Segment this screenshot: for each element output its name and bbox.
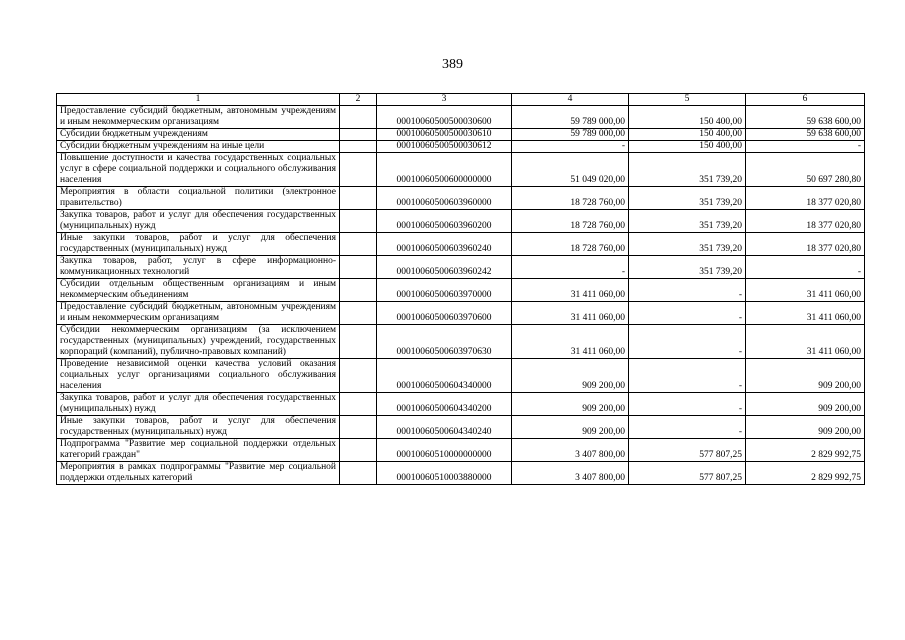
row-col2 [340, 359, 377, 393]
row-amount-result: 50 697 280,80 [746, 153, 865, 187]
row-amount-change: 150 400,00 [629, 141, 746, 153]
row-code: 00010060500604340240 [377, 416, 512, 439]
row-amount-result: 18 377 020,80 [746, 233, 865, 256]
row-amount-plan: 18 728 760,00 [512, 233, 629, 256]
row-amount-plan: 59 789 000,00 [512, 106, 629, 129]
row-amount-plan: 31 411 060,00 [512, 325, 629, 359]
row-amount-change: - [629, 416, 746, 439]
row-amount-plan: 31 411 060,00 [512, 302, 629, 325]
row-amount-change: 150 400,00 [629, 129, 746, 141]
row-col2 [340, 233, 377, 256]
row-name: Повышение доступности и качества государственных социальных услуг в сфере социальной поддержки и социального обслуживания населения [57, 153, 340, 187]
row-code: 00010060500500030610 [377, 129, 512, 141]
row-amount-plan: 18 728 760,00 [512, 210, 629, 233]
row-amount-change: 577 807,25 [629, 439, 746, 462]
row-code: 00010060500603970000 [377, 279, 512, 302]
row-amount-result: 909 200,00 [746, 393, 865, 416]
row-amount-change: 351 739,20 [629, 256, 746, 279]
header-cell-5: 5 [629, 94, 746, 106]
row-amount-result: 18 377 020,80 [746, 210, 865, 233]
row-amount-change: - [629, 393, 746, 416]
table-row [57, 439, 865, 462]
table-row [57, 359, 865, 393]
row-code: 00010060500603970600 [377, 302, 512, 325]
row-code: 00010060500500030612 [377, 141, 512, 153]
header-cell-1: 1 [57, 94, 340, 106]
row-amount-plan: 909 200,00 [512, 359, 629, 393]
row-amount-plan: 909 200,00 [512, 416, 629, 439]
row-name: Субсидии отдельным общественным организациям и иным некоммерческим объединениям [57, 279, 340, 302]
row-name: Закупка товаров, работ, услуг в сфере информационно-коммуникационных технологий [57, 256, 340, 279]
row-amount-result: 59 638 600,00 [746, 106, 865, 129]
row-col2 [340, 279, 377, 302]
header-cell-3: 3 [377, 94, 512, 106]
row-code: 00010060500600000000 [377, 153, 512, 187]
row-amount-plan: 3 407 800,00 [512, 462, 629, 485]
row-col2 [340, 439, 377, 462]
row-amount-change: - [629, 359, 746, 393]
row-amount-change: 351 739,20 [629, 210, 746, 233]
row-name: Субсидии некоммерческим организациям (за исключением государственных (муниципальных) учреждений, государственных корпораций (компаний), публично-правовых компаний) [57, 325, 340, 359]
row-code: 00010060500603970630 [377, 325, 512, 359]
row-code: 00010060500603960200 [377, 210, 512, 233]
row-amount-plan: - [512, 256, 629, 279]
header-cell-4: 4 [512, 94, 629, 106]
row-name: Предоставление субсидий бюджетным, автономным учреждениям и иным некоммерческим организациям [57, 302, 340, 325]
row-col2 [340, 256, 377, 279]
row-amount-plan: 51 049 020,00 [512, 153, 629, 187]
row-amount-result: 2 829 992,75 [746, 439, 865, 462]
row-name: Предоставление субсидий бюджетным, автономным учреждениям и иным некоммерческим организациям [57, 106, 340, 129]
page-number: 389 [442, 57, 463, 72]
row-amount-plan: 909 200,00 [512, 393, 629, 416]
row-amount-result: 31 411 060,00 [746, 279, 865, 302]
row-code: 00010060500603960000 [377, 187, 512, 210]
table-row [57, 187, 865, 210]
header-row [57, 94, 865, 106]
row-amount-change: 351 739,20 [629, 153, 746, 187]
row-code: 00010060500500030600 [377, 106, 512, 129]
row-amount-result: 909 200,00 [746, 416, 865, 439]
table-row [57, 325, 865, 359]
row-amount-change: - [629, 325, 746, 359]
row-amount-result: 2 829 992,75 [746, 462, 865, 485]
row-amount-plan: 31 411 060,00 [512, 279, 629, 302]
row-name: Мероприятия в рамках подпрограммы "Развитие мер социальной поддержки отдельных категорий [57, 462, 340, 485]
row-amount-result: 31 411 060,00 [746, 302, 865, 325]
row-amount-result: - [746, 141, 865, 153]
row-amount-result: 31 411 060,00 [746, 325, 865, 359]
row-col2 [340, 393, 377, 416]
row-code: 00010060500603960242 [377, 256, 512, 279]
table-row [57, 393, 865, 416]
row-col2 [340, 187, 377, 210]
table-row [57, 210, 865, 233]
row-code: 00010060500604340000 [377, 359, 512, 393]
table-row [57, 302, 865, 325]
row-col2 [340, 153, 377, 187]
row-name: Проведение независимой оценки качества условий оказания социальных услуг организациями социального обслуживания населения [57, 359, 340, 393]
header-cell-2: 2 [340, 94, 377, 106]
row-col2 [340, 462, 377, 485]
row-amount-change: 150 400,00 [629, 106, 746, 129]
header-cell-6: 6 [746, 94, 865, 106]
table-row [57, 279, 865, 302]
row-amount-change: 577 807,25 [629, 462, 746, 485]
table-row [57, 233, 865, 256]
row-code: 00010060510003880000 [377, 462, 512, 485]
row-amount-change: 351 739,20 [629, 233, 746, 256]
row-amount-result: 909 200,00 [746, 359, 865, 393]
row-amount-result: - [746, 256, 865, 279]
row-code: 00010060500604340200 [377, 393, 512, 416]
row-col2 [340, 302, 377, 325]
table-row [57, 416, 865, 439]
table-row [57, 256, 865, 279]
row-name: Иные закупки товаров, работ и услуг для обеспечения государственных (муниципальных) нужд [57, 233, 340, 256]
row-name: Субсидии бюджетным учреждениям на иные цели [57, 141, 340, 153]
row-amount-change: - [629, 279, 746, 302]
row-name: Иные закупки товаров, работ и услуг для обеспечения государственных (муниципальных) нужд [57, 416, 340, 439]
row-name: Мероприятия в области социальной политики (электронное правительство) [57, 187, 340, 210]
table-row [57, 462, 865, 485]
row-code: 00010060510000000000 [377, 439, 512, 462]
row-name: Подпрограмма "Развитие мер социальной поддержки отдельных категорий граждан" [57, 439, 340, 462]
row-amount-result: 18 377 020,80 [746, 187, 865, 210]
row-amount-plan: 59 789 000,00 [512, 129, 629, 141]
row-col2 [340, 325, 377, 359]
row-col2 [340, 416, 377, 439]
budget-table [56, 93, 865, 485]
table-row [57, 153, 865, 187]
table-row [57, 141, 865, 153]
row-amount-plan: - [512, 141, 629, 153]
row-code: 00010060500603960240 [377, 233, 512, 256]
table-row [57, 106, 865, 129]
row-col2 [340, 129, 377, 141]
row-amount-plan: 18 728 760,00 [512, 187, 629, 210]
row-name: Закупка товаров, работ и услуг для обеспечения государственных (муниципальных) нужд [57, 210, 340, 233]
row-col2 [340, 141, 377, 153]
row-col2 [340, 106, 377, 129]
row-amount-change: - [629, 302, 746, 325]
row-amount-result: 59 638 600,00 [746, 129, 865, 141]
table-row [57, 129, 865, 141]
row-name: Закупка товаров, работ и услуг для обеспечения государственных (муниципальных) нужд [57, 393, 340, 416]
row-amount-change: 351 739,20 [629, 187, 746, 210]
row-col2 [340, 210, 377, 233]
row-amount-plan: 3 407 800,00 [512, 439, 629, 462]
row-name: Субсидии бюджетным учреждениям [57, 129, 340, 141]
